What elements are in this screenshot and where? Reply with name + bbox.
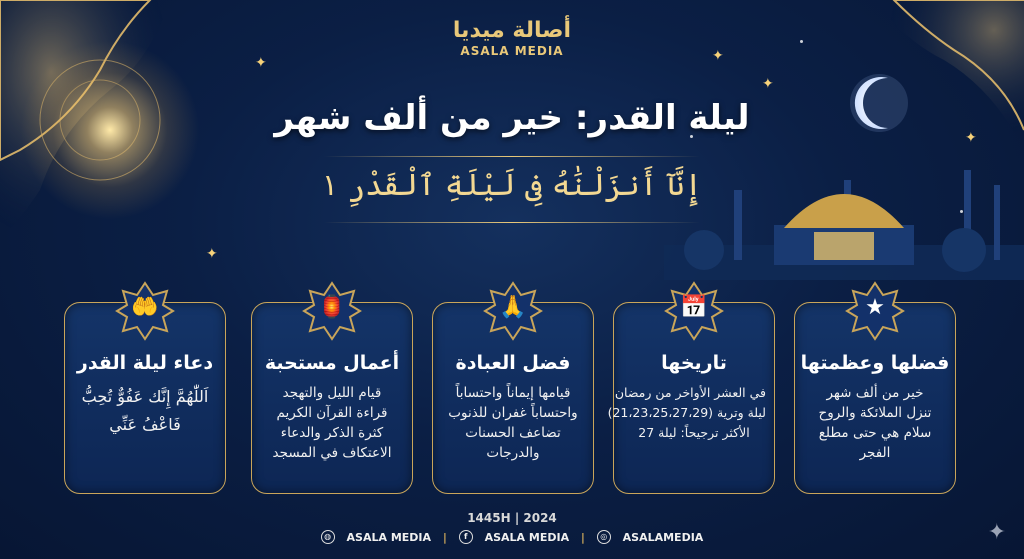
card-badge (483, 281, 543, 341)
footer-socials (0, 530, 1024, 544)
card-line: اَللّٰهُمَّ إِنَّك عَفُوٌّ تُحِبُّ (81, 387, 209, 406)
card-line: تضاعف الحسنات (465, 425, 561, 441)
card-line: في العشر الأواخر من رمضان (614, 385, 766, 400)
card-title: دعاء ليلة القدر (76, 352, 214, 374)
footer-social-handle[interactable]: ASALA MEDIA (484, 530, 570, 544)
card-line: خير من ألف شهر (826, 385, 924, 401)
open-hands-icon: 🤲 (131, 295, 159, 320)
twitter-facebook-icon: f (459, 530, 473, 544)
star-icon: ✦ (762, 76, 774, 92)
footer-social-handle[interactable]: ASALAMEDIA (622, 530, 704, 544)
sparkle-icon: ✦ (987, 520, 1006, 545)
card-title: فضل العبادة (455, 352, 571, 374)
card-body (65, 383, 225, 439)
card-line: قيامها إيماناً واحتساباً (455, 385, 571, 401)
page-title: ليلة القدر: خير من ألف شهر (274, 98, 750, 138)
card-badge (845, 281, 905, 341)
lantern-icon: 🏮 (318, 295, 346, 320)
card-body (433, 383, 593, 463)
divider: | (442, 530, 447, 544)
card-body (795, 383, 955, 463)
card-line: ليلة وترية (21،23،25،27،29) (607, 405, 766, 420)
card-title: فضلها وعظمتها (800, 352, 950, 374)
brand-name-arabic: أصالة ميديا (452, 18, 572, 43)
star-icon: ✦ (255, 55, 267, 71)
star-icon: ✦ (206, 246, 218, 262)
brand-logo (0, 18, 1024, 58)
card-line: تنزل الملائكة والروح (818, 405, 932, 421)
card-line: قيام الليل والتهجد (282, 385, 382, 401)
card-date (607, 295, 775, 494)
instagram-tiktok-icon: ◎ (597, 530, 611, 544)
card-line: الاعتكاف في المسجد (272, 445, 392, 461)
praying-hands-icon: 🙏 (499, 295, 527, 320)
card-line: الفجر (859, 445, 891, 461)
card-worship (432, 295, 594, 494)
calendar-icon: 📅 (680, 295, 708, 320)
divider: | (580, 530, 585, 544)
card-line: واحتساباً غفران للذنوب (448, 405, 578, 421)
card-line: الأكثر ترجيحاً: ليلة 27 (638, 425, 750, 440)
star-icon: ✦ (965, 130, 977, 146)
footer-year: 1445H | 2024 (467, 511, 557, 525)
star-icon: ★ (865, 295, 885, 320)
divider (324, 156, 700, 157)
card-line: والدرجات (486, 445, 540, 461)
footer-website[interactable]: ASALA MEDIA (346, 530, 432, 544)
card-body (252, 383, 412, 463)
card-line: كثرة الذكر والدعاء (280, 425, 384, 441)
card-title: أعمال مستحبة (264, 352, 400, 374)
divider (324, 222, 700, 223)
card-line: فَاعْفُ عَنِّي (109, 415, 181, 434)
globe-icon: ◍ (321, 530, 335, 544)
card-line: قراءة القرآن الكريم (276, 405, 388, 421)
info-cards (0, 290, 1024, 490)
quran-verse: إِنَّآ أَنزَلْنَٰهُ فِى لَيْلَةِ ٱلْقَدْرِ ١ (321, 168, 703, 203)
star-icon: ✦ (712, 48, 724, 64)
card-body (607, 383, 774, 443)
card-badge (664, 281, 724, 341)
card-badge (302, 281, 362, 341)
card-title: تاريخها (661, 352, 727, 374)
card-supplication (64, 295, 226, 494)
brand-name-english: ASALA MEDIA (460, 44, 564, 58)
card-recommended-deeds (251, 295, 413, 494)
card-virtue (794, 295, 956, 494)
card-line: سلام هي حتى مطلع (818, 425, 932, 441)
card-badge (115, 281, 175, 341)
